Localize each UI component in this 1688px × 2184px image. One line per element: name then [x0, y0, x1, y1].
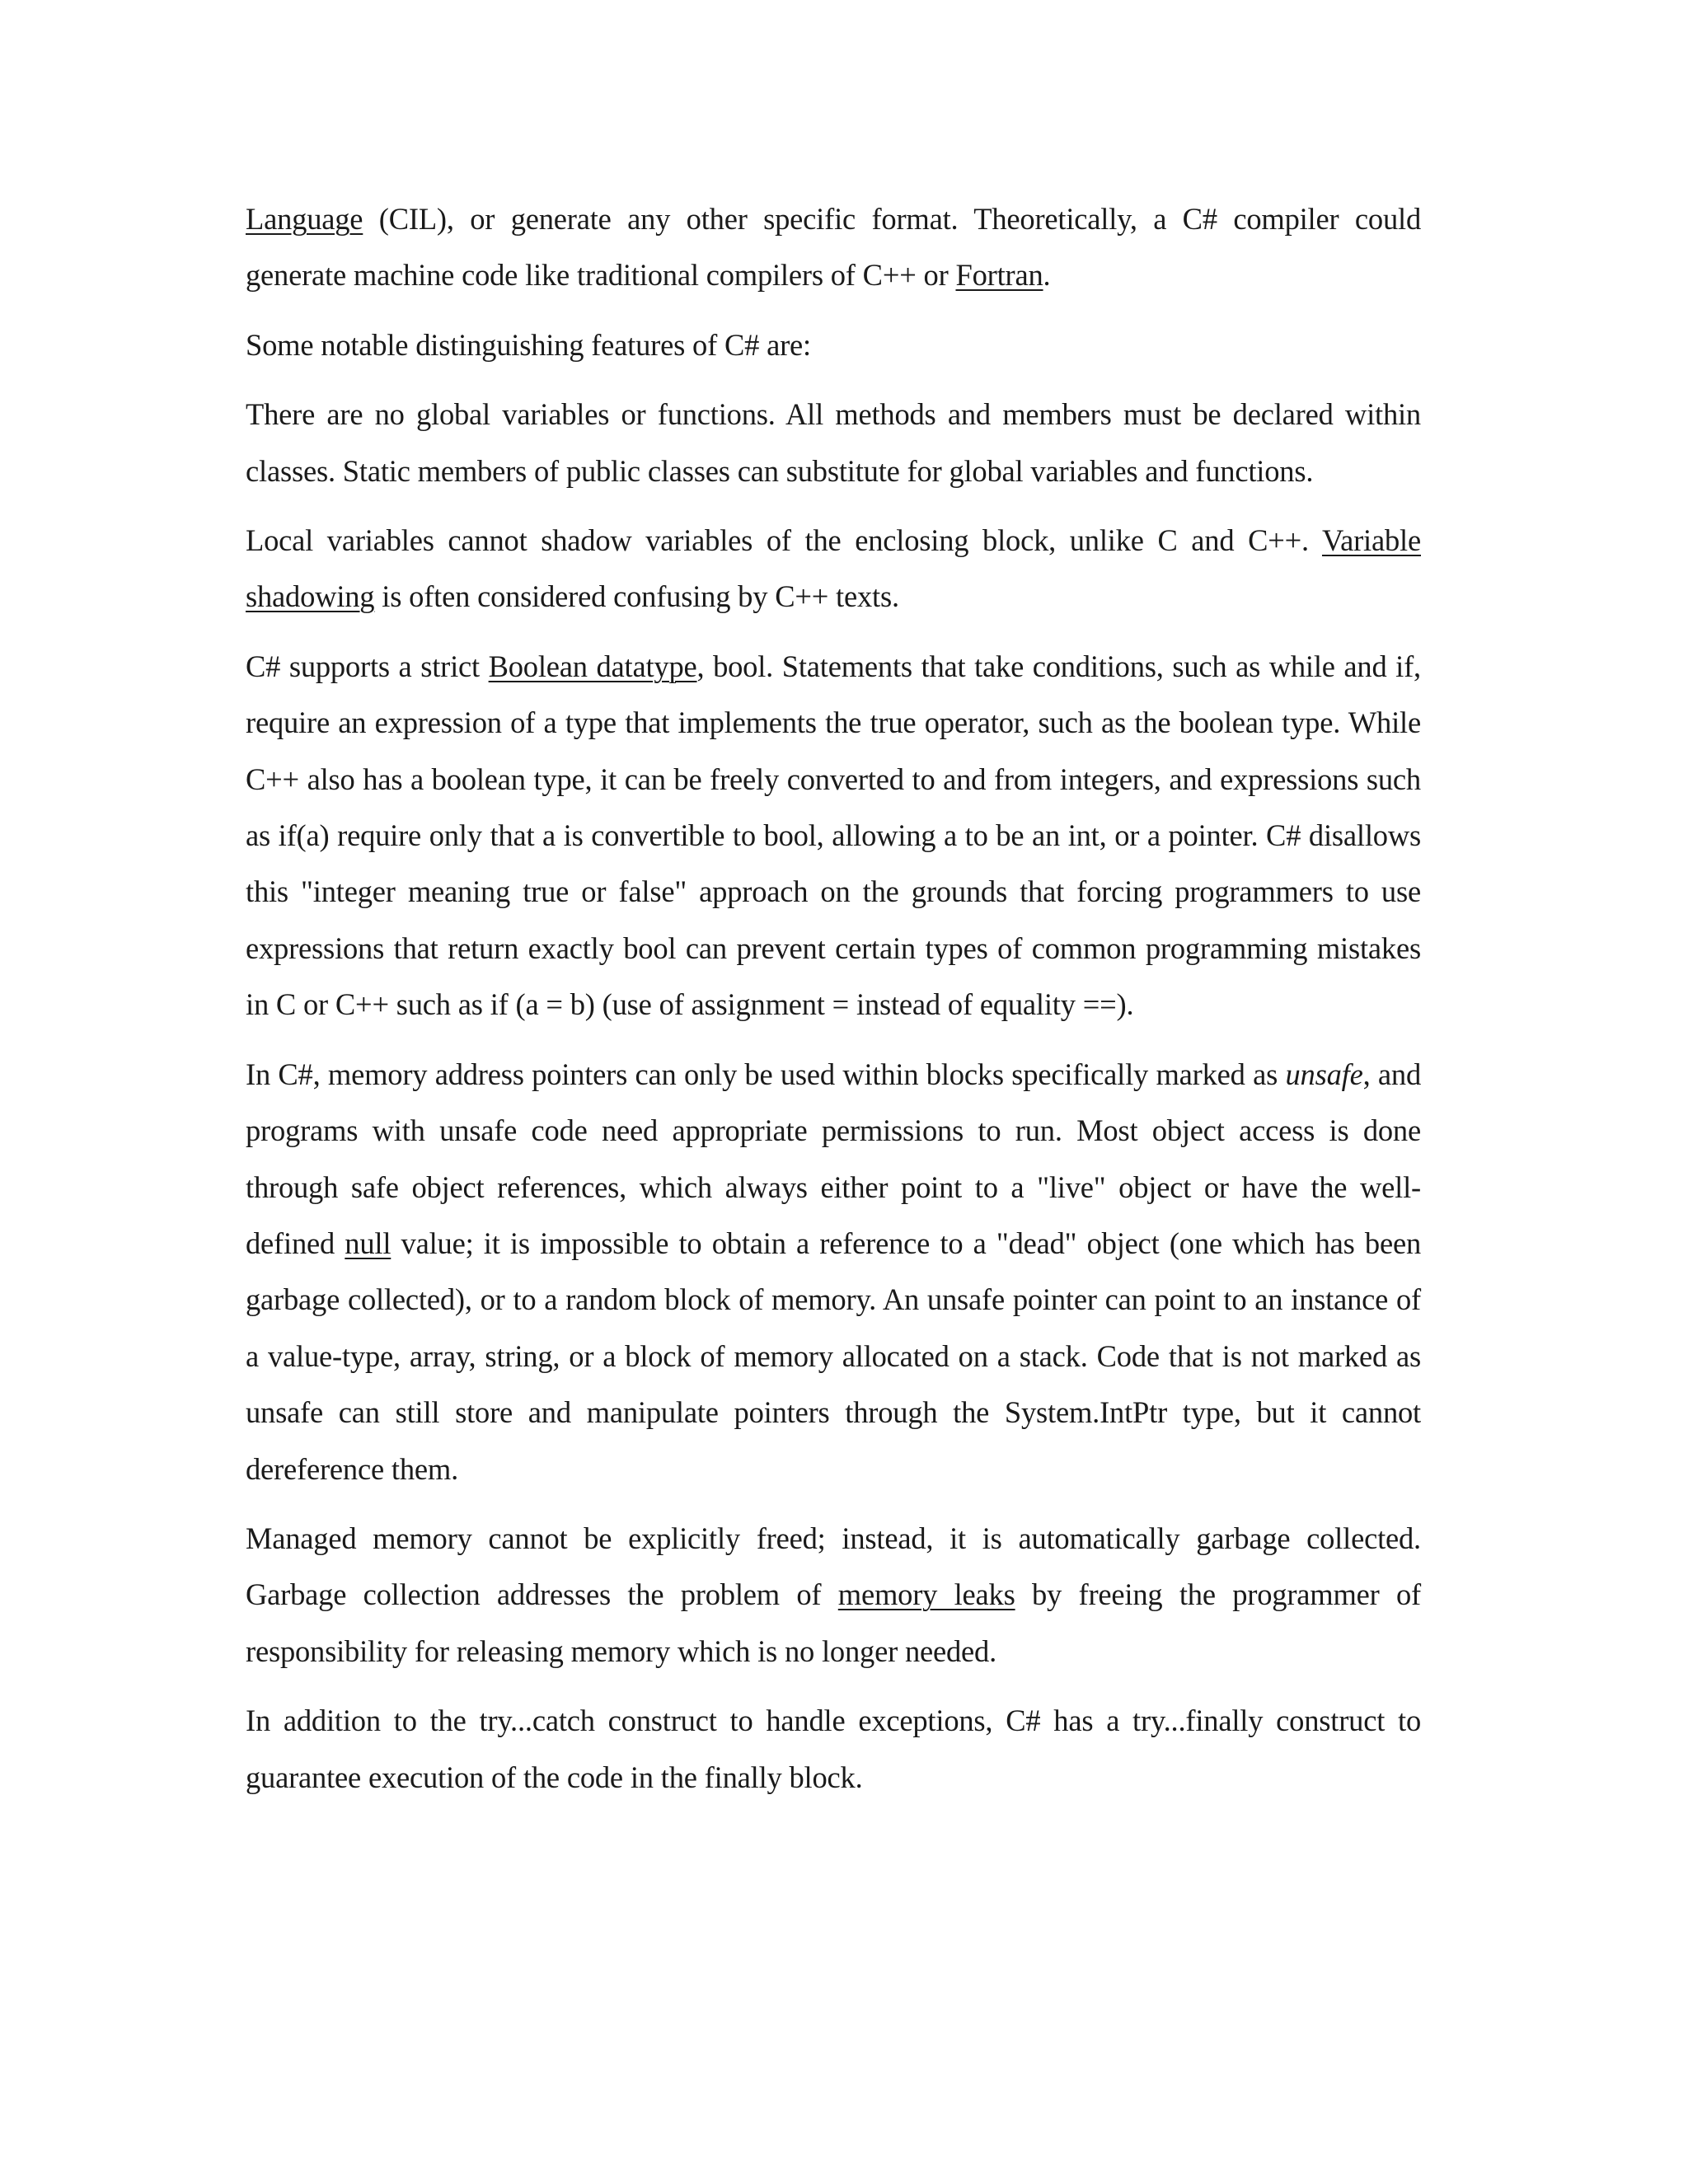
link-memory-leaks[interactable]: memory leaks [837, 1577, 1015, 1612]
link-null[interactable]: null [345, 1226, 392, 1260]
text-segment: In C#, memory address pointers can only be used within blocks specifically marked as [246, 1057, 1286, 1091]
link-fortran[interactable]: Fortran [955, 258, 1043, 293]
paragraph-cil-continuation [246, 191, 1421, 304]
link-variable-shadowing[interactable]: Variable shadowing [246, 523, 1421, 614]
paragraph-try-finally [246, 1693, 1421, 1806]
text-segment: C# supports a strict [246, 649, 489, 683]
document-page [246, 191, 1421, 1819]
text-segment: , and programs with unsafe code need appropriate permissions to run. Most object access is done through safe object references, which always either point to a "live" object or have the well-defined [246, 1057, 1421, 1260]
text-segment: , bool. Statements that take conditions, such as while and if, require an expression of a type that implements the true operator, such as the boolean type. While C++ also has a boolean type, it can be freely converted to and from integers, and expressions such as if(a) require only that a is convertible to bool, allowing a to be an int, or a pointer. C# disallows this "integer meaning true or false" approach on the grounds that forcing programmers to use expressions that return exactly bool can prevent certain types of common programming mistakes in C or C++ such as if (a = b) (use of assignment = instead of equality ==). [246, 649, 1421, 1022]
paragraph-pointers [246, 1047, 1421, 1497]
paragraph-managed-memory [246, 1511, 1421, 1680]
link-language[interactable]: Language [246, 202, 363, 236]
text-segment: value; it is impossible to obtain a reference to a "dead" object (one which has been garbage collected), or to a random block of memory. An unsafe pointer can point to an instance of a value-type, array, string, or a block of memory allocated on a stack. Code that is not marked as unsafe can still store and manipulate pointers through the System.IntPtr type, but it cannot dereference them. [246, 1226, 1421, 1486]
link-boolean-datatype[interactable]: Boolean datatype [488, 649, 697, 683]
paragraph-local-variables [246, 513, 1421, 626]
text-segment: is often considered confusing by C++ texts. [374, 579, 899, 614]
paragraph-boolean [246, 639, 1421, 1033]
text-segment: Local variables cannot shadow variables of the enclosing block, unlike C and C++. [246, 523, 1322, 558]
text-segment: Some notable distinguishing features of C# are: [246, 327, 811, 362]
text-segment: by freeing the programmer of responsibility for releasing memory which is no longer needed. [246, 1577, 1422, 1668]
text-segment: . [1043, 258, 1051, 293]
text-segment: In addition to the try...catch construct to handle exceptions, C# has a try...finally construct to guarantee execution of the code in the finally block. [246, 1704, 1421, 1794]
text-segment: Managed memory cannot be explicitly freed; instead, it is automatically garbage collected. Garbage collection addresses the problem of [246, 1521, 1421, 1612]
paragraph-no-globals [246, 387, 1421, 499]
text-segment: (CIL), or generate any other specific format. Theoretically, a C# compiler could generate machine code like traditional compilers of C++ or [246, 202, 1421, 293]
paragraph-features-intro [246, 317, 1421, 373]
emphasis-unsafe: unsafe [1285, 1057, 1363, 1091]
text-segment: There are no global variables or functions. All methods and members must be declared within classes. Static members of public classes can substitute for global variables and functions. [246, 397, 1421, 488]
